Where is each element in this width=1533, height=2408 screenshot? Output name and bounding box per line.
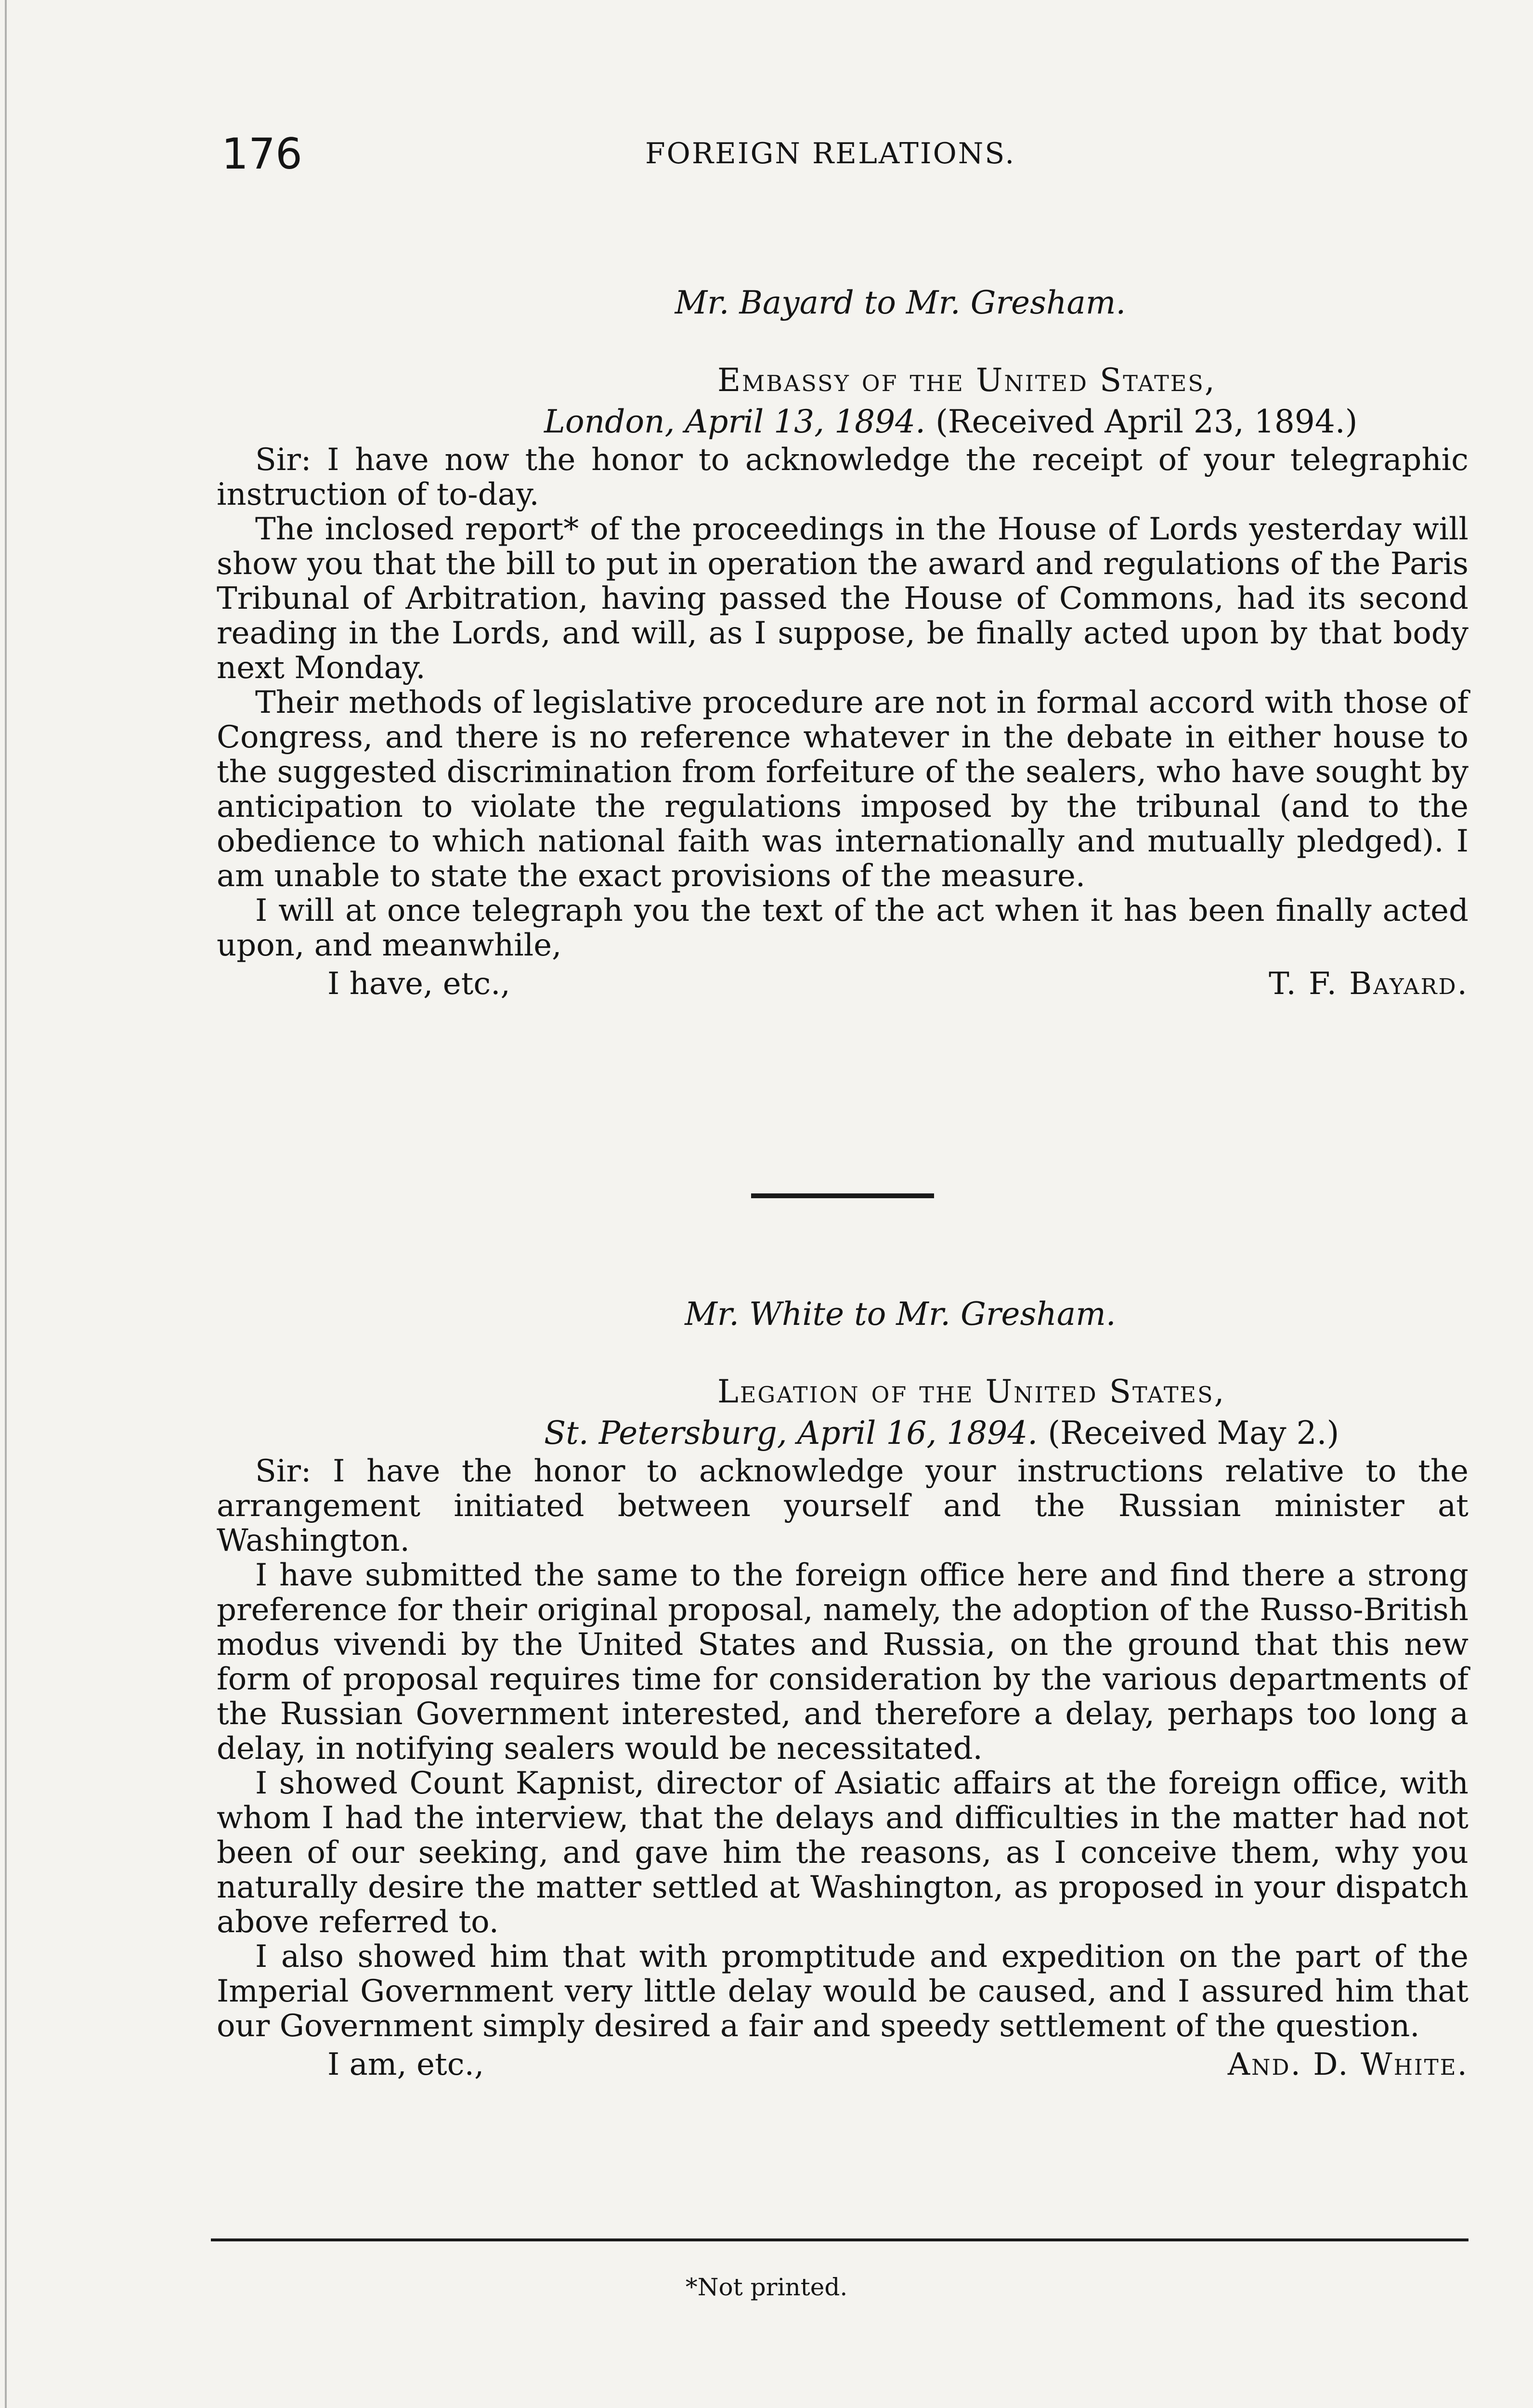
- institution: Legation of the United States,: [717, 1373, 1226, 1410]
- place-date-line: [217, 1413, 1468, 1454]
- signature: And. D. White.: [1227, 2047, 1468, 2082]
- received-date: (Received April 23, 1894.): [935, 403, 1358, 440]
- closing-line: [217, 2046, 1468, 2085]
- signature: T. F. Bayard.: [1269, 966, 1468, 1002]
- running-head: FOREIGN RELATIONS.: [645, 137, 1016, 170]
- page-header: [221, 129, 1459, 182]
- letter-bayard: [217, 284, 1468, 1004]
- paragraph: I also showed him that with promptitude and expedition on the part of the Imperial Government very little delay would be caused, and I assured him that our Government simply desired a fair and speedy settlement of the question.: [217, 1939, 1468, 2044]
- paragraph: Sir: I have now the honor to acknowledge the receipt of your telegraphic instruction of to-day.: [217, 442, 1468, 512]
- institution-line: [217, 360, 1468, 401]
- letter-title: Mr. White to Mr. Gresham.: [685, 1296, 1116, 1333]
- place-date: London, April 13, 1894.: [544, 403, 926, 440]
- paragraph: Their methods of legislative procedure are not in formal accord with those of Congress, and there is no reference whatever in the debate in either house to the suggested discrimination from forfeiture of the sealers, who have sought by anticipation to violate the regulations imposed by the tribunal (and to the obedience to which national faith was internationally and mutually pledged). I am unable to state the exact provisions of the measure.: [217, 685, 1468, 894]
- closing-line: [217, 966, 1468, 1004]
- received-date: (Received May 2.): [1048, 1414, 1339, 1452]
- section-separator: [751, 1193, 934, 1198]
- institution: Embassy of the United States,: [717, 362, 1216, 399]
- paragraph: I have submitted the same to the foreign office here and find there a strong preference for their original proposal, namely, the adoption of the Russo-British modus vivendi by the United States and Russia, on the ground that this new form of proposal requires time for consideration by the various departments of the Russian Government interested, and therefore a delay, perhaps too long a delay, in notifying sealers would be necessitated.: [217, 1557, 1468, 1767]
- page-number: 176: [221, 129, 302, 179]
- paragraph: I showed Count Kapnist, director of Asiatic affairs at the foreign office, with whom I had the interview, that the delays and difficulties in the matter had not been of our seeking, and gave him the reasons, as I conceive them, why you naturally desire the matter settled at Washington, as proposed in your dispatch above referred to.: [217, 1766, 1468, 1940]
- institution-line: [217, 1371, 1468, 1413]
- place-date: St. Petersburg, April 16, 1894.: [544, 1414, 1038, 1452]
- paragraph: I will at once telegraph you the text of the act when it has been finally acted upon, and meanwhile,: [217, 893, 1468, 963]
- closing: I am, etc.,: [327, 2047, 484, 2082]
- closing: I have, etc.,: [327, 966, 510, 1002]
- letter-title: Mr. Bayard to Mr. Gresham.: [675, 284, 1126, 321]
- paragraph: The inclosed report* of the proceedings in the House of Lords yesterday will show you that the bill to put in operation the award and regulations of the Paris Tribunal of Arbitration, having passed the House of Commons, had its second reading in the Lords, and will, as I suppose, be finally acted upon by that body next Monday.: [217, 511, 1468, 686]
- footnote: *Not printed.: [685, 2273, 848, 2301]
- place-date-line: [217, 401, 1468, 443]
- page-edge-line: [5, 0, 7, 2408]
- footnote-rule: [211, 2238, 1468, 2241]
- paragraph: Sir: I have the honor to acknowledge your instructions relative to the arrangement initiated between yourself and the Russian minister at Washington.: [217, 1453, 1468, 1558]
- letter-white: [217, 1296, 1468, 2085]
